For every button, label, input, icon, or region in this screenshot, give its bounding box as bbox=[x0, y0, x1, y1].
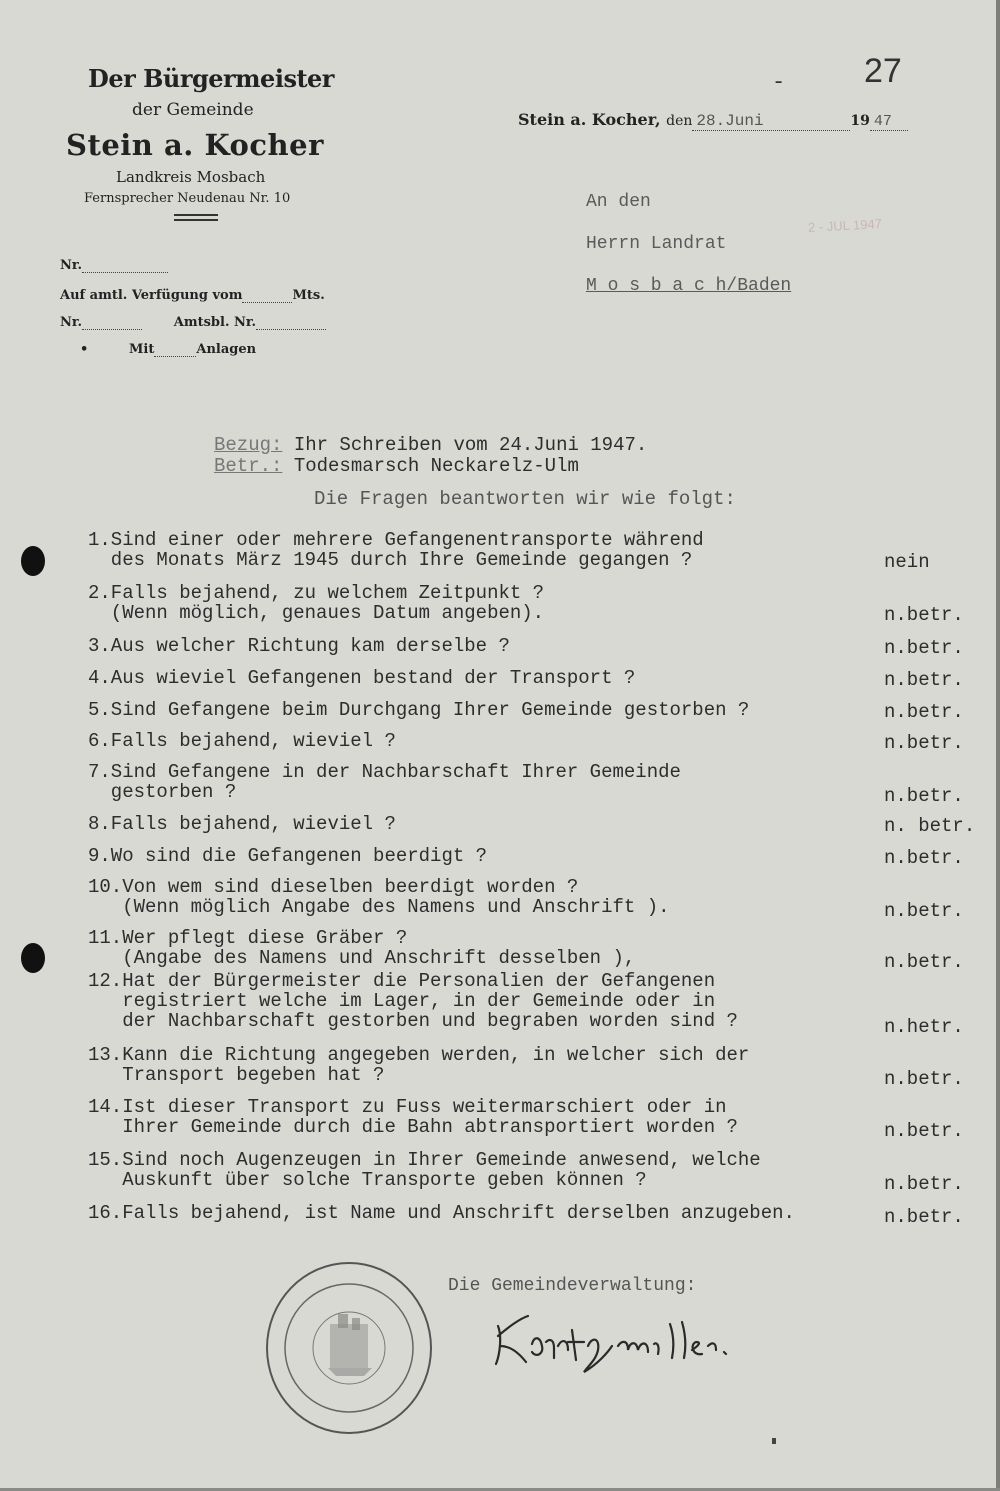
scan-edge-right bbox=[996, 0, 1000, 1491]
stray-mark bbox=[772, 1438, 776, 1444]
answer-12: n.hetr. bbox=[884, 1016, 964, 1038]
gazette-number-field: Nr. Amtsbl. Nr. bbox=[60, 315, 326, 330]
question-1: 1.Sind einer oder mehrere Gefangenentransporte während des Monats März 1945 durch Ihre Gemeinde gegangen ? bbox=[88, 529, 704, 571]
received-stamp: 2 - JUL 1947 bbox=[807, 216, 883, 235]
den-label: den bbox=[666, 113, 693, 129]
question-5: 5.Sind Gefangene beim Durchgang Ihrer Gemeinde gestorben ? bbox=[88, 699, 750, 721]
letterhead-district: Landkreis Mosbach bbox=[116, 168, 266, 186]
recipient-line-3: M o s b a c h/Baden bbox=[586, 276, 792, 296]
question-2: 2.Falls bejahend, zu welchem Zeitpunkt ? (Wenn möglich, genaues Datum angeben). bbox=[88, 582, 545, 624]
date: 28.Juni bbox=[692, 112, 850, 131]
answer-8: n. betr. bbox=[884, 815, 976, 837]
recipient-line-2: Herrn Landrat bbox=[586, 234, 727, 254]
year-prefix: 19 bbox=[850, 113, 870, 129]
answer-13: n.betr. bbox=[884, 1068, 964, 1090]
answer-6: n.betr. bbox=[884, 732, 964, 754]
answer-1: nein bbox=[884, 551, 930, 573]
letterhead-town: Stein a. Kocher bbox=[66, 128, 324, 162]
question-4: 4.Aus wieviel Gefangenen bestand der Transport ? bbox=[88, 667, 636, 689]
answer-11: n.betr. bbox=[884, 951, 964, 973]
order-date-field: Auf amtl. Verfügung vom Mts. bbox=[60, 288, 325, 303]
page-mark: - bbox=[772, 70, 789, 95]
question-8: 8.Falls bejahend, wieviel ? bbox=[88, 813, 396, 835]
punch-hole-icon bbox=[21, 943, 45, 973]
intro-text: Die Fragen beantworten wir wie folgt: bbox=[314, 488, 736, 510]
answer-15: n.betr. bbox=[884, 1173, 964, 1195]
place-date-line bbox=[518, 110, 908, 131]
question-16: 16.Falls bejahend, ist Name und Anschrift derselben anzugeben. bbox=[88, 1202, 795, 1224]
answer-14: n.betr. bbox=[884, 1120, 964, 1142]
answer-2: n.betr. bbox=[884, 604, 964, 626]
question-12: 12.Hat der Bürgermeister die Personalien der Gefangenen registriert welche im Lager, in der Gemeinde oder in der Nachbarschaft gestorben und begraben worden sind ? bbox=[88, 970, 738, 1032]
official-seal bbox=[266, 1262, 432, 1434]
letterhead-phone: Fernsprecher Neudenau Nr. 10 bbox=[84, 191, 291, 206]
answer-3: n.betr. bbox=[884, 637, 964, 659]
letterhead-divider bbox=[174, 214, 218, 216]
question-15: 15.Sind noch Augenzeugen in Ihrer Gemeinde anwesend, welche Auskunft über solche Transporte geben können ? bbox=[88, 1149, 761, 1191]
betreff-line: Betr.: Todesmarsch Neckarelz-Ulm bbox=[214, 455, 579, 477]
place: Stein a. Kocher, bbox=[518, 110, 661, 129]
page-number: 27 bbox=[864, 52, 902, 90]
answer-5: n.betr. bbox=[884, 701, 964, 723]
punch-hole-icon bbox=[21, 546, 45, 576]
question-11: 11.Wer pflegt diese Gräber ? (Angabe des Namens und Anschrift desselben ), bbox=[88, 927, 636, 969]
answer-16: n.betr. bbox=[884, 1206, 964, 1228]
reference-number-field: Nr. bbox=[60, 258, 168, 273]
answer-10: n.betr. bbox=[884, 900, 964, 922]
answer-9: n.betr. bbox=[884, 847, 964, 869]
question-3: 3.Aus welcher Richtung kam derselbe ? bbox=[88, 635, 510, 657]
seal-icon bbox=[268, 1264, 430, 1432]
question-9: 9.Wo sind die Gefangenen beerdigt ? bbox=[88, 845, 488, 867]
letterhead-divider bbox=[174, 219, 218, 221]
signature-icon bbox=[488, 1306, 758, 1376]
letterhead-subtitle: der Gemeinde bbox=[132, 100, 254, 120]
question-14: 14.Ist dieser Transport zu Fuss weitermarschiert oder in Ihrer Gemeinde durch die Bahn abtransportiert worden ? bbox=[88, 1096, 738, 1138]
question-13: 13.Kann die Richtung angegeben werden, in welcher sich der Transport begeben hat ? bbox=[88, 1044, 750, 1086]
recipient-line-1: An den bbox=[586, 192, 651, 212]
answer-7: n.betr. bbox=[884, 785, 964, 807]
letterhead-title: Der Bürgermeister bbox=[88, 64, 334, 93]
closing-label: Die Gemeindeverwaltung: bbox=[448, 1276, 697, 1296]
question-10: 10.Von wem sind dieselben beerdigt worden ? (Wenn möglich Angabe des Namens und Anschrift ). bbox=[88, 876, 670, 918]
year-suffix: 47 bbox=[870, 113, 908, 131]
answer-4: n.betr. bbox=[884, 669, 964, 691]
enclosures-field: • Mit Anlagen bbox=[80, 342, 257, 357]
question-6: 6.Falls bejahend, wieviel ? bbox=[88, 730, 396, 752]
question-7: 7.Sind Gefangene in der Nachbarschaft Ihrer Gemeinde gestorben ? bbox=[88, 761, 681, 803]
bezug-line: Bezug: Ihr Schreiben vom 24.Juni 1947. bbox=[214, 434, 648, 456]
